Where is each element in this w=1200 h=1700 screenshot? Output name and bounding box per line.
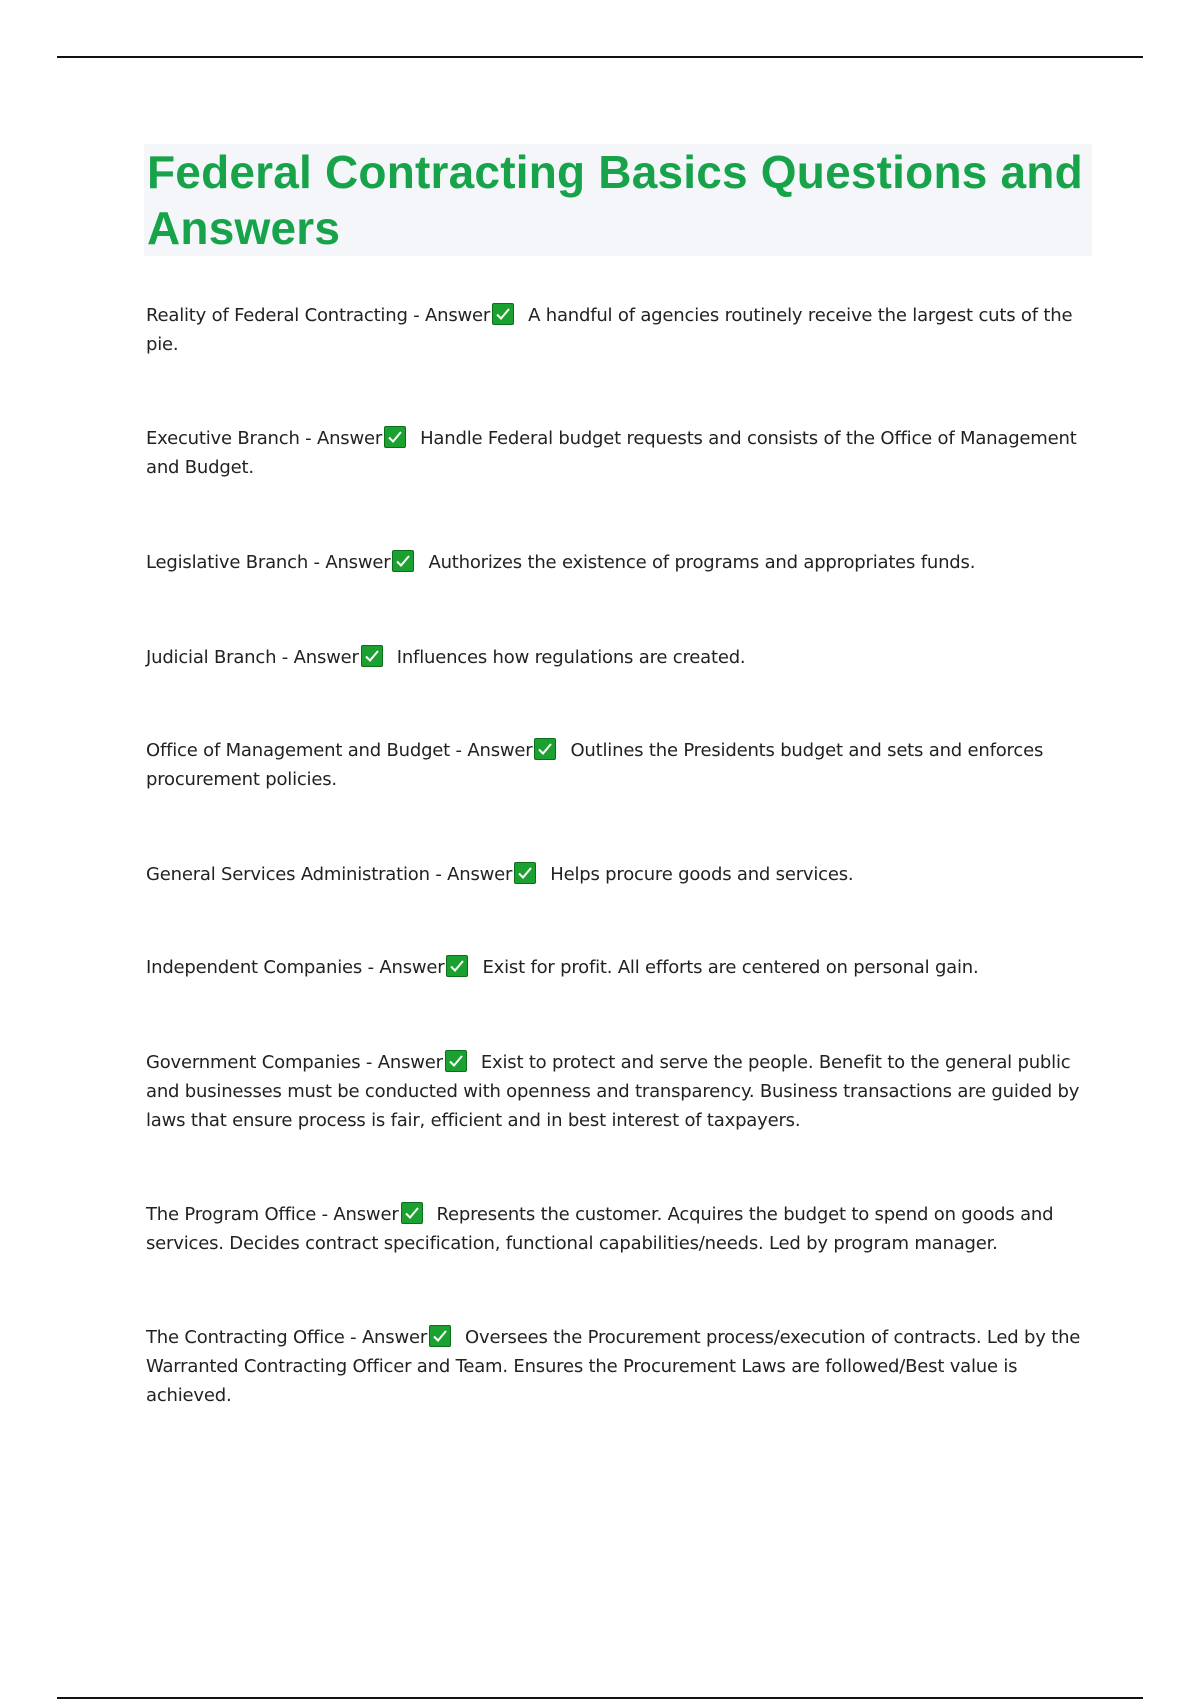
- question-label: Independent Companies - Answer: [146, 957, 445, 978]
- qa-item: [146, 860, 1086, 889]
- answer-text: Exist to protect and serve the people. Benefit to the general public and businesses must be conducted with openness and transparency. Business transactions are guided by laws that ensure process is fair, efficient and in best interest of taxpayers.: [146, 1052, 1080, 1131]
- qa-item: [146, 736, 1086, 794]
- check-mark-icon: [401, 1202, 423, 1224]
- check-mark-icon: [384, 426, 406, 448]
- check-mark-icon: [429, 1325, 451, 1347]
- answer-text: Handle Federal budget requests and consists of the Office of Management and Budget.: [146, 428, 1077, 478]
- question-label: Government Companies - Answer: [146, 1052, 443, 1073]
- answer-text: Influences how regulations are created.: [396, 647, 746, 668]
- bottom-rule: [57, 1697, 1143, 1699]
- answer-text: A handful of agencies routinely receive the largest cuts of the pie.: [146, 305, 1073, 355]
- check-mark-icon: [492, 303, 514, 325]
- check-mark-icon: [534, 738, 556, 760]
- check-mark-icon: [446, 955, 468, 977]
- question-label: Office of Management and Budget - Answer: [146, 740, 533, 761]
- check-mark-icon: [514, 862, 536, 884]
- top-rule: [57, 56, 1143, 58]
- question-label: Executive Branch - Answer: [146, 428, 383, 449]
- qa-item: [146, 643, 1086, 672]
- check-mark-icon: [392, 550, 414, 572]
- qa-item: [146, 1200, 1086, 1258]
- answer-text: Helps procure goods and services.: [550, 864, 854, 885]
- qa-item: [146, 1048, 1086, 1135]
- check-mark-icon: [361, 645, 383, 667]
- answer-text: Exist for profit. All efforts are centered on personal gain.: [482, 957, 979, 978]
- qa-item: [146, 424, 1086, 482]
- question-label: The Program Office - Answer: [146, 1204, 399, 1225]
- question-label: Judicial Branch - Answer: [146, 647, 359, 668]
- answer-text: Authorizes the existence of programs and appropriates funds.: [428, 552, 976, 573]
- answer-text: Outlines the Presidents budget and sets and enforces procurement policies.: [146, 740, 1044, 790]
- answer-text: Oversees the Procurement process/execution of contracts. Led by the Warranted Contracting Officer and Team. Ensures the Procurement Laws are followed/Best value is achieved.: [146, 1327, 1081, 1406]
- qa-item: [146, 548, 1086, 577]
- question-label: Legislative Branch - Answer: [146, 552, 391, 573]
- qa-item: [146, 301, 1086, 359]
- question-label: Reality of Federal Contracting - Answer: [146, 305, 491, 326]
- check-mark-icon: [445, 1050, 467, 1072]
- title-banner: [144, 144, 1092, 256]
- answer-text: Represents the customer. Acquires the budget to spend on goods and services. Decides contract specification, functional capabilities/needs. Led by program manager.: [146, 1204, 1054, 1254]
- question-label: The Contracting Office - Answer: [146, 1327, 428, 1348]
- page-title: Federal Contracting Basics Questions and Answers: [147, 146, 1083, 254]
- question-label: General Services Administration - Answer: [146, 864, 513, 885]
- qa-item: [146, 1323, 1086, 1410]
- qa-item: [146, 953, 1086, 982]
